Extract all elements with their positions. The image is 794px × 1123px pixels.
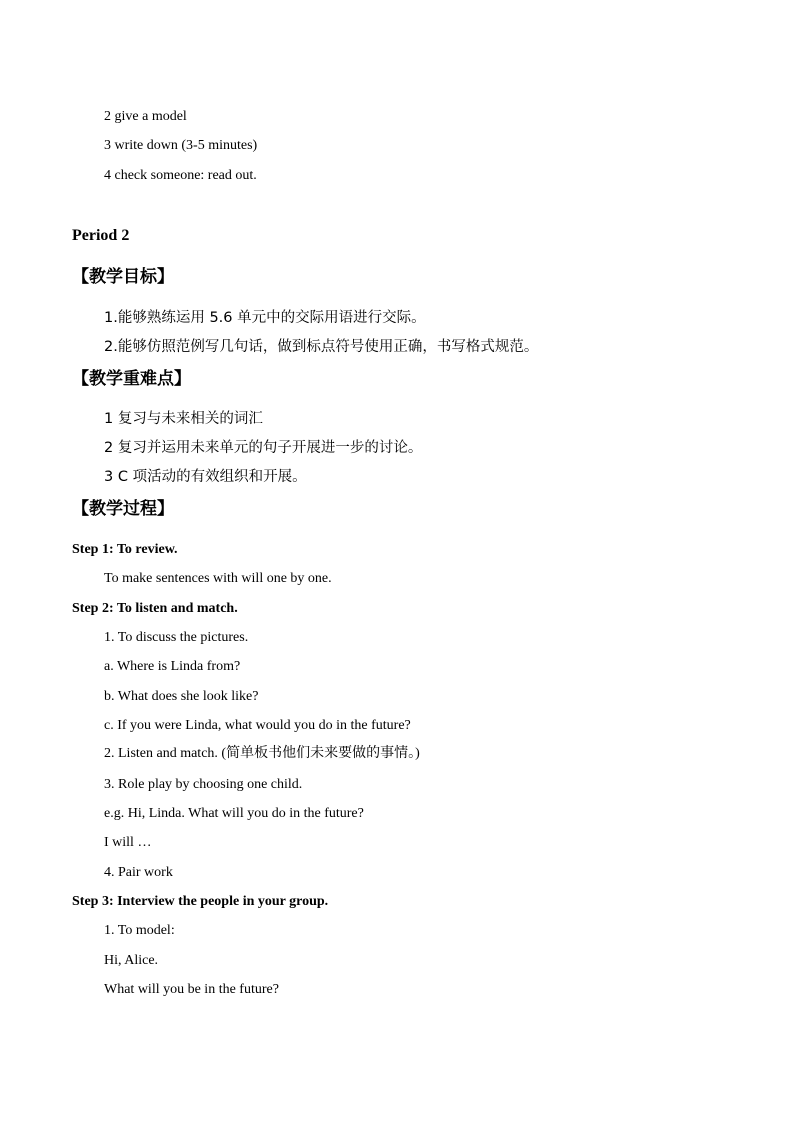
- step-1-line: To make sentences with will one by one.: [104, 571, 332, 586]
- process-heading: 【教学过程】: [72, 499, 174, 519]
- step-3-line: What will you be in the future?: [104, 982, 279, 997]
- objective-item-1: 1.能够熟练运用 5.6 单元中的交际用语进行交际。: [104, 310, 426, 326]
- objective-item-2: 2.能够仿照范例写几句话，做到标点符号使用正确，书写格式规范。: [104, 339, 539, 355]
- key-point-item-2: 2 复习并运用未来单元的句子开展进一步的讨论。: [104, 440, 423, 456]
- step-2-title: Step 2: To listen and match.: [72, 601, 238, 616]
- step-2-line: 1. To discuss the pictures.: [104, 630, 249, 645]
- step-2-line: 4. Pair work: [104, 865, 173, 880]
- key-points-heading: 【教学重难点】: [72, 369, 191, 389]
- step-2-line: 2. Listen and match. (简单板书他们未来要做的事情。): [104, 746, 420, 761]
- period-title: Period 2: [72, 227, 130, 244]
- step-2-line: I will …: [104, 835, 152, 850]
- step-3-title: Step 3: Interview the people in your group.: [72, 894, 329, 909]
- intro-item-2: 2 give a model: [104, 109, 187, 124]
- step-1-title: Step 1: To review.: [72, 542, 178, 557]
- intro-item-3: 3 write down (3-5 minutes): [104, 138, 258, 153]
- objectives-heading: 【教学目标】: [72, 267, 174, 287]
- intro-item-4: 4 check someone: read out.: [104, 168, 257, 183]
- step-2-line: b. What does she look like?: [104, 689, 259, 704]
- key-point-item-1: 1 复习与未来相关的词汇: [104, 411, 263, 427]
- step-3-line: 1. To model:: [104, 923, 175, 938]
- step-2-line: c. If you were Linda, what would you do in the future?: [104, 718, 411, 733]
- key-point-item-3: 3 C 项活动的有效组织和开展。: [104, 469, 307, 485]
- step-2-line: 3. Role play by choosing one child.: [104, 777, 303, 792]
- step-2-line: a. Where is Linda from?: [104, 659, 241, 674]
- step-3-line: Hi, Alice.: [104, 953, 159, 968]
- step-2-line: e.g. Hi, Linda. What will you do in the future?: [104, 806, 364, 821]
